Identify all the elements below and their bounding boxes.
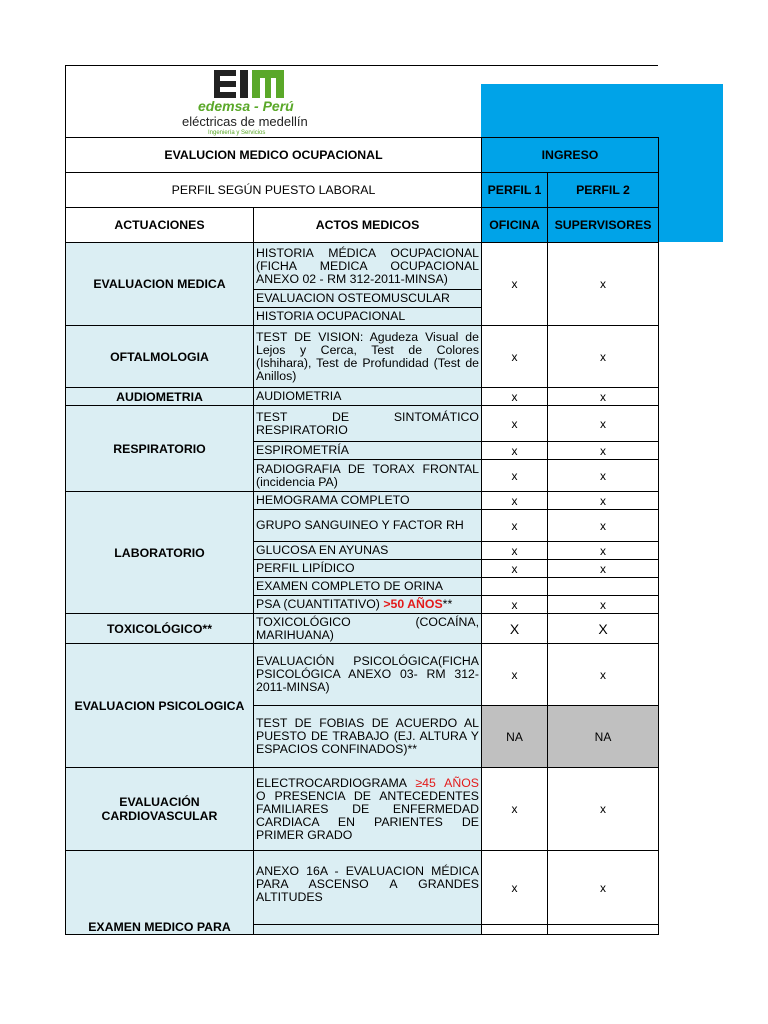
category-evaluacion-psicologica: EVALUACION PSICOLOGICA: [66, 644, 254, 768]
mark-p1: x: [482, 460, 548, 492]
mark-p1: x: [482, 406, 548, 442]
col-supervisores: SUPERVISORES: [548, 208, 659, 243]
logo-subtitle: eléctricas de medellín: [182, 114, 308, 129]
act-historia-ocupacional: HISTORIA OCUPACIONAL: [254, 308, 482, 326]
act-espirometria: ESPIROMETRÍA: [254, 442, 482, 460]
logo-tagline: Ingeniería y Servicios: [208, 130, 266, 136]
mark-p2: x: [548, 851, 659, 925]
mark-p1: X: [482, 614, 548, 644]
act-anexo-16a: ANEXO 16A - EVALUACION MÉDICA PARA ASCENSO A GRANDES ALTITUDES: [254, 851, 482, 925]
mark-p1-na: NA: [482, 706, 548, 768]
mark-p1: x: [482, 388, 548, 406]
act-test-fobias: TEST DE FOBIAS DE ACUERDO AL PUESTO DE TRABAJO (EJ. ALTURA Y ESPACIOS CONFINADOS)**: [254, 706, 482, 768]
psa-footnote: **: [442, 597, 453, 611]
act-historia-medica: HISTORIA MÉDICA OCUPACIONAL (FICHA MEDICA OCUPACIONAL ANEXO 02 - RM 312-2011-MINSA): [254, 243, 482, 290]
act-hemograma: HEMOGRAMA COMPLETO: [254, 492, 482, 510]
ingreso-header: INGRESO: [482, 138, 659, 173]
col-oficina: OFICINA: [482, 208, 548, 243]
category-oftalmologia: OFTALMOLOGIA: [66, 326, 254, 388]
mark-p1: x: [482, 442, 548, 460]
medical-evaluation-table: [65, 137, 659, 935]
mark-p2: x: [548, 510, 659, 542]
act-osteomuscular: EVALUACION OSTEOMUSCULAR: [254, 290, 482, 308]
act-glucosa: GLUCOSA EN AYUNAS: [254, 542, 482, 560]
col-actos-medicos: ACTOS MEDICOS: [254, 208, 482, 243]
mark-p1: x: [482, 542, 548, 560]
mark-p1: x: [482, 243, 548, 326]
mark-p2: x: [548, 644, 659, 706]
mark-p1: [482, 578, 548, 596]
mark-p2: x: [548, 243, 659, 326]
mark-p2: x: [548, 406, 659, 442]
psa-age-highlight: >50 AÑOS: [383, 597, 443, 611]
mark-p1: x: [482, 560, 548, 578]
perfil-1-header: PERFIL 1: [482, 173, 548, 208]
mark-p1: x: [482, 492, 548, 510]
mark-p2: x: [548, 442, 659, 460]
mark-p2: X: [548, 614, 659, 644]
mark-p2: x: [548, 388, 659, 406]
mark-p2-na: NA: [548, 706, 659, 768]
act-evaluacion-psicologica: EVALUACIÓN PSICOLÓGICA(FICHA PSICOLÓGICA ANEXO 03- RM 312-2011-MINSA): [254, 644, 482, 706]
sheet-clip: [65, 65, 658, 934]
category-laboratorio: LABORATORIO: [66, 492, 254, 614]
mark-p2: x: [548, 326, 659, 388]
act-sintomatico-respiratorio: TEST DE SINTOMÁTICO RESPIRATORIO: [254, 406, 482, 442]
ecg-age-highlight: ≥45 AÑOS: [415, 775, 479, 790]
table-title: EVALUCION MEDICO OCUPACIONAL: [66, 138, 482, 173]
mark-p2: x: [548, 460, 659, 492]
act-audiometria: AUDIOMETRIA: [254, 388, 482, 406]
category-respiratorio: RESPIRATORIO: [66, 406, 254, 492]
act-toxicologico: TOXICOLÓGICO (COCAÍNA, MARIHUANA): [254, 614, 482, 644]
logo-brand: edemsa - Perú: [198, 98, 294, 114]
category-examen-medico-para: EXAMEN MEDICO PARA: [66, 851, 254, 935]
act-test-vision: TEST DE VISION: Agudeza Visual de Lejos y Cerca, Test de Colores (Ishihara), Test de Profundidad (Test de Anillos): [254, 326, 482, 388]
category-evaluacion-medica: EVALUACION MEDICA: [66, 243, 254, 326]
act-perfil-lipidico: PERFIL LIPÍDICO: [254, 560, 482, 578]
perfil-label: PERFIL SEGÚN PUESTO LABORAL: [66, 173, 482, 208]
mark-p2: x: [548, 560, 659, 578]
mark-p2: x: [548, 492, 659, 510]
mark-p1: x: [482, 644, 548, 706]
category-audiometria: AUDIOMETRIA: [66, 388, 254, 406]
mark-p1: x: [482, 326, 548, 388]
mark-p1: x: [482, 596, 548, 614]
mark-p2: x: [548, 596, 659, 614]
category-cardiovascular: EVALUACIÓN CARDIOVASCULAR: [66, 768, 254, 851]
ecg-label: ELECTROCARDIOGRAMA: [256, 775, 416, 790]
category-toxicologico: TOXICOLÓGICO**: [66, 614, 254, 644]
psa-label: PSA (CUANTITATIVO): [256, 597, 384, 611]
act-radiografia-torax: RADIOGRAFIA DE TORAX FRONTAL (incidencia PA): [254, 460, 482, 492]
act-electrocardiograma: [254, 768, 482, 851]
act-psa: [254, 596, 482, 614]
mark-p1: x: [482, 851, 548, 925]
mark-p1: x: [482, 768, 548, 851]
perfil-2-header: PERFIL 2: [548, 173, 659, 208]
mark-p2: x: [548, 542, 659, 560]
mark-p2: [548, 578, 659, 596]
ecg-detail: O PRESENCIA DE ANTECEDENTES FAMILIARES DE ENFERMEDAD CARDIACA EN PARIENTES DE PRIMER GRADO: [256, 788, 479, 842]
act-grupo-sanguineo: GRUPO SANGUINEO Y FACTOR RH: [254, 510, 482, 542]
mark-p2: x: [548, 768, 659, 851]
col-actuaciones: ACTUACIONES: [66, 208, 254, 243]
mark-p1: x: [482, 510, 548, 542]
act-examen-orina: EXAMEN COMPLETO DE ORINA: [254, 578, 482, 596]
